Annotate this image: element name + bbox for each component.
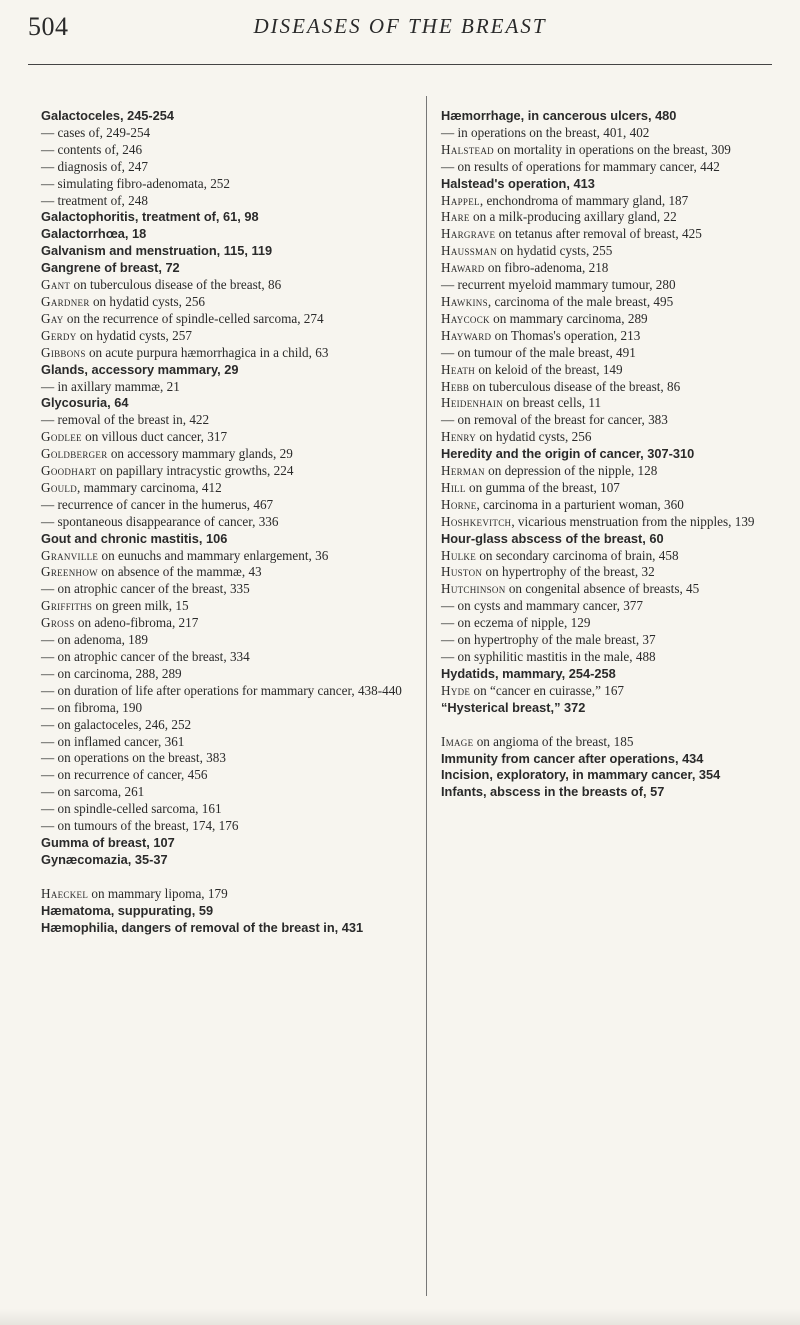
entry-text: Glands, accessory mammary, 29 [41,361,239,377]
entry-text: on fibro-adenoma, 218 [484,260,609,276]
index-column-right [441,108,773,801]
entry-text: on hydatid cysts, 257 [76,327,192,343]
entry-text: on hypertrophy of the breast, 32 [482,564,655,580]
entry-text: — on tumour of the male breast, 491 [441,344,636,360]
index-heading-entry [441,784,773,801]
index-heading-entry [441,108,773,125]
index-author-entry [441,429,773,446]
author-name: Gerdy [41,327,77,343]
index-heading-entry [41,209,413,226]
index-heading-entry [41,835,413,852]
entry-text: — on galactoceles, 246, 252 [41,716,192,732]
index-author-entry [41,446,413,463]
index-author-entry [441,548,773,565]
entry-text: — on atrophic cancer of the breast, 334 [41,649,250,664]
index-subentry [41,581,413,598]
index-author-entry [441,209,773,226]
entry-text: on congenital absence of breasts, 45 [505,581,700,597]
index-subentry [441,277,773,294]
author-name: Gross [41,615,75,631]
author-name: Haycock [441,310,490,326]
index-subentry [41,734,413,751]
entry-text: on eunuchs and mammary enlargement, 36 [98,547,329,563]
index-author-entry [441,379,773,396]
index-author-entry [441,480,773,497]
author-name: Gay [41,310,64,326]
index-subentry [441,615,773,632]
author-name: Horne [441,496,477,512]
entry-text: on hydatid cysts, 255 [496,243,613,259]
entry-text: — in operations on the breast, 401, 402 [441,124,650,140]
entry-text: on “cancer en cuirasse,” 167 [470,682,625,698]
index-author-entry [41,429,413,446]
author-name: Image [441,733,474,749]
index-column-left [41,108,413,937]
index-author-entry [441,311,773,328]
page-header [28,12,772,72]
entry-text: on depression of the nipple, 128 [484,463,658,479]
author-name: Henry [441,429,477,445]
index-subentry [41,818,413,835]
entry-text: — on inflamed cancer, 361 [41,733,185,749]
column-divider [426,96,427,1296]
index-author-entry [441,328,773,345]
entry-text: — cases of, 249-254 [41,124,151,140]
index-heading-entry [41,226,413,243]
index-subentry [41,750,413,767]
index-subentry [41,649,413,666]
entry-text: on adeno-fibroma, 217 [74,615,199,631]
entry-text: — on tumours of the breast, 174, 176 [41,818,239,834]
entry-text: — on results of operations for mammary cancer, 442 [441,158,720,174]
index-subentry [41,193,413,210]
entry-text: Heredity and the origin of cancer, 307-310 [441,446,695,462]
entry-text: — on eczema of nipple, 129 [441,615,591,631]
entry-text: on the recurrence of spindle-celled sarcoma, 274 [63,310,324,326]
author-name: Herman [441,463,485,479]
header-rule [28,64,772,65]
index-author-entry [441,683,773,700]
index-subentry [41,717,413,734]
entry-text: , carcinoma of the male breast, 495 [487,293,674,309]
index-subentry [441,412,773,429]
author-name: Hare [441,209,470,225]
entry-text: Hæmatoma, suppurating, 59 [41,902,214,918]
index-author-entry [441,226,773,243]
index-author-entry [441,734,773,751]
index-subentry [41,176,413,193]
index-subentry [441,159,773,176]
entry-text: — on fibroma, 190 [41,699,143,715]
index-heading-entry [41,920,413,937]
entry-text: on accessory mammary glands, 29 [107,446,293,462]
entry-text: on a milk-producing axillary gland, 22 [469,209,677,225]
entry-text: on secondary carcinoma of brain, 458 [476,547,679,563]
author-name: Hargrave [441,226,496,242]
index-heading-entry [41,362,413,379]
index-heading-entry [41,108,413,125]
entry-text: Hour-glass abscess of the breast, 60 [441,530,664,546]
author-name: Haeckel [41,885,89,901]
entry-text: — on sarcoma, 261 [41,784,145,800]
author-name: Griffiths [41,598,93,614]
index-heading-entry [441,666,773,683]
entry-text: Infants, abscess in the breasts of, 57 [441,784,665,800]
entry-text: Gynæcomazia, 35-37 [41,851,168,867]
index-author-entry [41,345,413,362]
index-heading-entry [41,903,413,920]
index-author-entry [441,362,773,379]
author-name: Haussman [441,243,497,259]
entry-text: — in axillary mammæ, 21 [41,378,180,394]
entry-text: — removal of the breast in, 422 [41,412,210,428]
index-author-entry [41,598,413,615]
index-subentry [41,767,413,784]
index-author-entry [441,260,773,277]
index-subentry [41,497,413,514]
index-author-entry [41,548,413,565]
entry-text: — on duration of life after operations for mammary cancer, 438-440 [41,682,402,698]
index-heading-entry [441,176,773,193]
author-name: Gould [41,479,78,495]
index-heading-entry [441,700,773,717]
entry-text: on breast cells, 11 [503,395,602,411]
entry-text: Gumma of breast, 107 [41,834,175,850]
entry-text: — on syphilitic mastitis in the male, 488 [441,649,656,664]
entry-text: — diagnosis of, 247 [41,158,148,174]
index-heading-entry [41,852,413,869]
index-author-entry [41,615,413,632]
index-author-entry [41,328,413,345]
entry-text: on green milk, 15 [92,598,189,614]
author-name: Heath [441,361,476,377]
author-name: Gardner [41,293,90,309]
author-name: Goldberger [41,446,108,462]
author-name: Huston [441,564,483,580]
entry-text: on hydatid cysts, 256 [476,429,592,445]
entry-text: , vicarious menstruation from the nipples, 139 [511,513,755,529]
index-subentry [41,632,413,649]
index-heading-entry [41,395,413,412]
index-author-entry [41,480,413,497]
entry-text: Hæmophilia, dangers of removal of the breast in, 431 [41,919,364,935]
entry-text: on Thomas's operation, 213 [491,327,641,343]
entry-text: — on atrophic cancer of the breast, 335 [41,581,250,597]
index-subentry [41,700,413,717]
index-author-entry [441,193,773,210]
index-author-entry [441,514,773,531]
index-subentry [41,125,413,142]
entry-text: Immunity from cancer after operations, 434 [441,750,704,766]
entry-text: on tetanus after removal of breast, 425 [495,226,702,242]
entry-text: — on cysts and mammary cancer, 377 [441,598,643,614]
entry-text: Glycosuria, 64 [41,395,129,411]
author-name: Godlee [41,429,82,445]
index-subentry [41,379,413,396]
author-name: Halstead [441,141,494,157]
entry-text: — contents of, 246 [41,141,143,157]
index-heading-entry [41,260,413,277]
index-author-entry [441,497,773,514]
index-heading-entry [441,751,773,768]
author-name: Hoshkevitch [441,513,512,529]
entry-text: on papillary intracystic growths, 224 [96,463,294,479]
author-name: Hill [441,479,466,495]
index-subentry [41,666,413,683]
author-name: Happel [441,192,480,208]
entry-text: Galactoceles, 245-254 [41,108,175,123]
entry-text: — treatment of, 248 [41,192,148,208]
running-title: DISEASES OF THE BREAST [253,14,547,38]
entry-text: — recurrent myeloid mammary tumour, 280 [441,277,676,293]
entry-text: on tuberculous disease of the breast, 86 [469,378,681,394]
entry-text: — on hypertrophy of the male breast, 37 [441,632,656,648]
index-heading-entry [441,531,773,548]
index-subentry [441,632,773,649]
index-subentry [441,345,773,362]
index-heading-entry [441,767,773,784]
author-name: Greenhow [41,564,98,580]
author-name: Hayward [441,327,492,343]
entry-text: — simulating fibro-adenomata, 252 [41,175,230,191]
index-author-entry [41,564,413,581]
author-name: Hyde [441,682,471,698]
index-heading-entry [441,446,773,463]
entry-text: , mammary carcinoma, 412 [77,479,222,495]
index-subentry [41,683,413,700]
index-subentry [41,412,413,429]
entry-text: Galactorrhœa, 18 [41,226,147,242]
entry-text: — on spindle-celled sarcoma, 161 [41,801,222,817]
entry-text: , enchondroma of mammary gland, 187 [479,192,689,208]
scan-edge [0,1309,800,1325]
entry-text: on angioma of the breast, 185 [473,733,634,749]
entry-text: — recurrence of cancer in the humerus, 467 [41,496,274,512]
index-subentry [441,598,773,615]
index-author-entry [441,294,773,311]
index-author-entry [441,463,773,480]
index-subentry [41,784,413,801]
index-author-entry [441,142,773,159]
index-heading-entry [41,531,413,548]
entry-text: — on removal of the breast for cancer, 383 [441,412,668,428]
entry-text: on acute purpura hæmorrhagica in a child, 63 [85,344,329,360]
index-author-entry [441,395,773,412]
entry-text: Galactophoritis, treatment of, 61, 98 [41,209,259,225]
entry-text: on gumma of the breast, 107 [465,479,620,495]
author-name: Hawkins [441,293,488,309]
author-name: Gibbons [41,344,86,360]
author-name: Heidenhain [441,395,504,411]
entry-text: Hydatids, mammary, 254-258 [441,665,616,681]
entry-text: on tuberculous disease of the breast, 86 [70,277,282,293]
entry-text: on absence of the mammæ, 43 [97,564,262,580]
index-author-entry [41,277,413,294]
entry-text: on keloid of the breast, 149 [475,361,623,377]
index-author-entry [441,564,773,581]
index-subentry [41,142,413,159]
entry-text: — on carcinoma, 288, 289 [41,665,182,681]
entry-text: Incision, exploratory, in mammary cancer, 354 [441,767,721,783]
index-author-entry [41,294,413,311]
index-author-entry [441,243,773,260]
entry-text: — on recurrence of cancer, 456 [41,767,208,783]
index-subentry [41,514,413,531]
index-author-entry [441,581,773,598]
index-subentry [441,125,773,142]
page-number: 504 [28,12,69,41]
index-subentry [41,159,413,176]
entry-text: Galvanism and menstruation, 115, 119 [41,243,273,259]
entry-text: on mammary carcinoma, 289 [489,310,648,326]
index-author-entry [41,463,413,480]
entry-text: Gout and chronic mastitis, 106 [41,530,228,546]
entry-text: — on operations on the breast, 383 [41,750,226,766]
entry-text: — on adenoma, 189 [41,632,148,648]
entry-text: Gangrene of breast, 72 [41,260,180,276]
index-subentry [441,649,773,666]
author-name: Hebb [441,378,470,394]
entry-text: on hydatid cysts, 256 [89,293,206,309]
entry-text: , carcinoma in a parturient woman, 360 [476,496,684,512]
entry-text: on mammary lipoma, 179 [88,885,228,901]
author-name: Goodhart [41,463,97,479]
index-heading-entry [41,243,413,260]
entry-text: — spontaneous disappearance of cancer, 336 [41,513,279,529]
index-subentry [41,801,413,818]
index-author-entry [41,311,413,328]
entry-text: Hæmorrhage, in cancerous ulcers, 480 [441,108,677,123]
author-name: Haward [441,260,485,276]
index-author-entry [41,886,413,903]
author-name: Granville [41,547,99,563]
author-name: Hulke [441,547,477,563]
author-name: Hutchinson [441,581,506,597]
author-name: Gant [41,277,71,293]
entry-text: Halstead's operation, 413 [441,175,595,191]
entry-text: on mortality in operations on the breast, 309 [493,141,731,157]
entry-text: “Hysterical breast,” 372 [441,699,586,715]
entry-text: on villous duct cancer, 317 [81,429,228,445]
